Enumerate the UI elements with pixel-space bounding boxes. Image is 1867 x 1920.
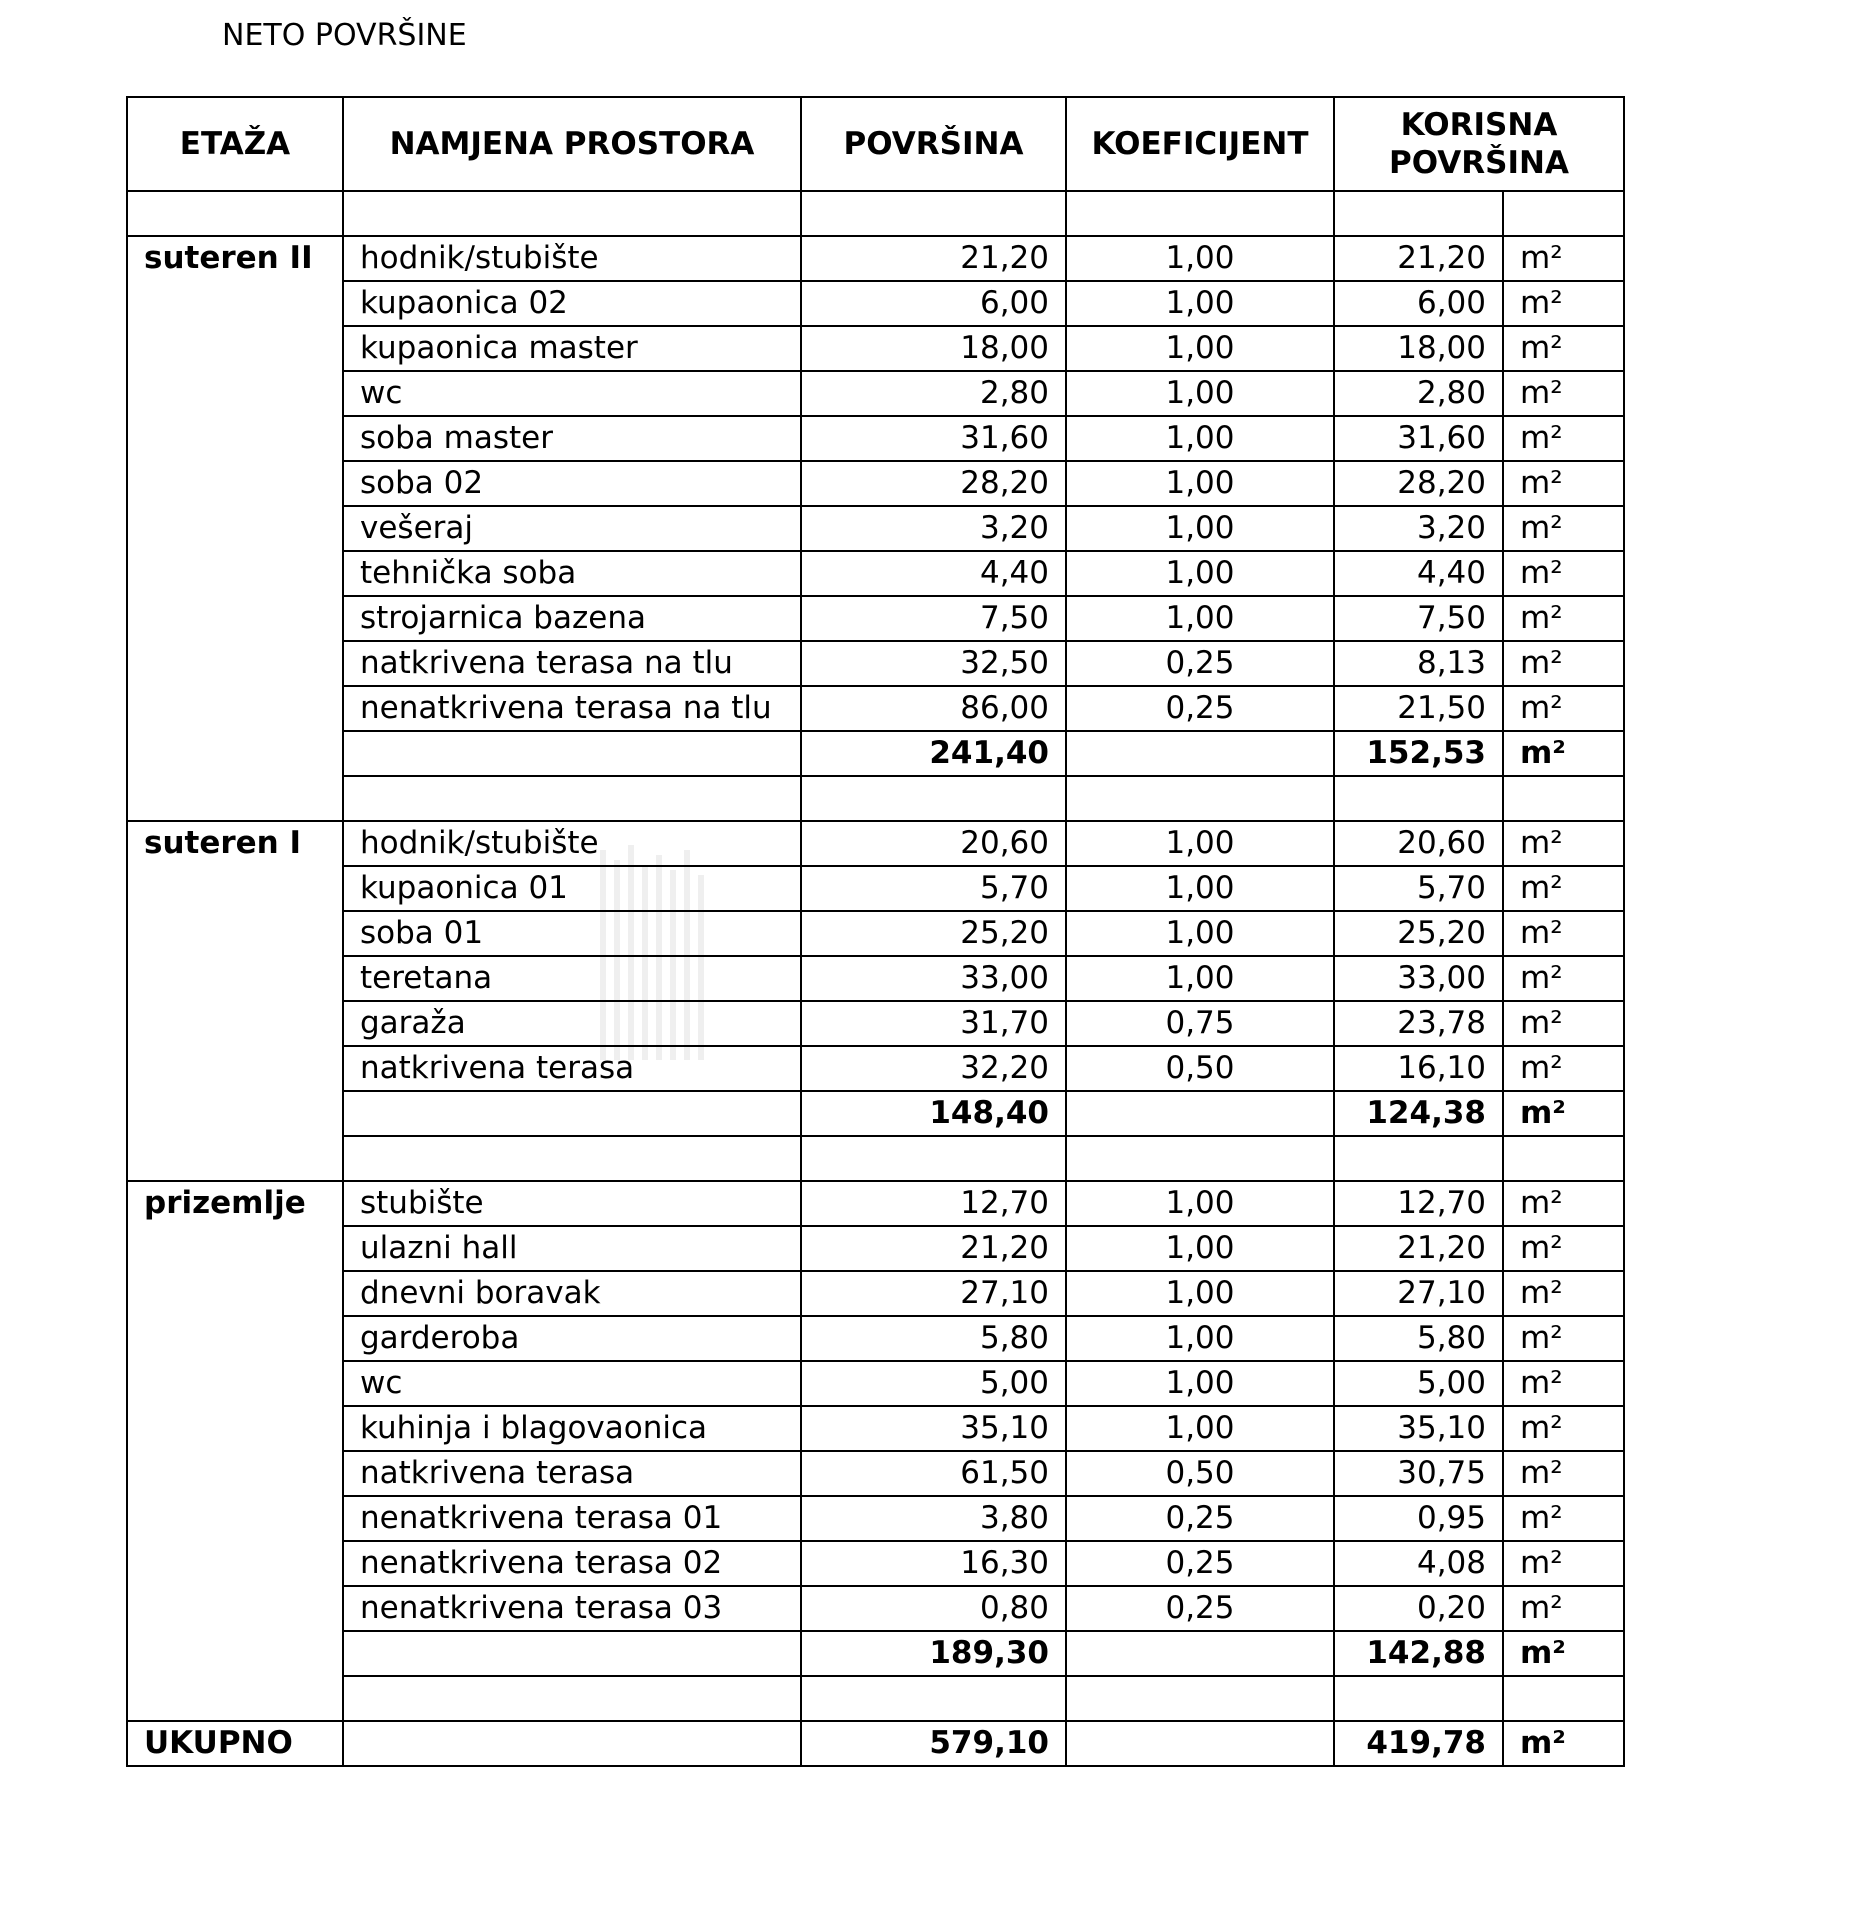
room-useful-area: 7,50 <box>1334 596 1503 641</box>
empty-cell <box>1066 1721 1334 1766</box>
room-area: 5,70 <box>801 866 1066 911</box>
empty-cell <box>1334 776 1503 821</box>
room-useful-area: 25,20 <box>1334 911 1503 956</box>
subtotal-area: 241,40 <box>801 731 1066 776</box>
table-row <box>127 236 1624 281</box>
empty-cell <box>801 1136 1066 1181</box>
room-name: tehnička soba <box>343 551 801 596</box>
room-name: natkrivena terasa <box>343 1451 801 1496</box>
room-coefficient: 1,00 <box>1066 821 1334 866</box>
unit-label: m² <box>1503 911 1624 956</box>
unit-label: m² <box>1503 371 1624 416</box>
room-useful-area: 27,10 <box>1334 1271 1503 1316</box>
unit-label: m² <box>1503 641 1624 686</box>
table-body <box>127 191 1624 1766</box>
room-coefficient: 1,00 <box>1066 911 1334 956</box>
room-name: hodnik/stubište <box>343 236 801 281</box>
empty-cell <box>1503 1676 1624 1721</box>
unit-label: m² <box>1503 1721 1624 1766</box>
unit-label: m² <box>1503 956 1624 1001</box>
empty-cell <box>801 191 1066 236</box>
room-useful-area: 0,20 <box>1334 1586 1503 1631</box>
room-useful-area: 5,80 <box>1334 1316 1503 1361</box>
room-useful-area: 8,13 <box>1334 641 1503 686</box>
table-row <box>127 461 1624 506</box>
room-name: teretana <box>343 956 801 1001</box>
room-area: 7,50 <box>801 596 1066 641</box>
floor-label: suteren I <box>127 821 343 1181</box>
unit-label: m² <box>1503 281 1624 326</box>
page-title: NETO POVRŠINE <box>222 18 467 53</box>
empty-cell <box>343 191 801 236</box>
empty-cell <box>1066 776 1334 821</box>
empty-cell <box>1066 1091 1334 1136</box>
room-useful-area: 33,00 <box>1334 956 1503 1001</box>
room-area: 32,50 <box>801 641 1066 686</box>
room-useful-area: 4,40 <box>1334 551 1503 596</box>
room-coefficient: 0,25 <box>1066 641 1334 686</box>
table-row <box>127 281 1624 326</box>
empty-cell <box>1066 731 1334 776</box>
floor-label: prizemlje <box>127 1181 343 1721</box>
room-name: ulazni hall <box>343 1226 801 1271</box>
empty-cell <box>343 1676 801 1721</box>
room-name: kupaonica 01 <box>343 866 801 911</box>
room-coefficient: 0,75 <box>1066 1001 1334 1046</box>
empty-cell <box>1503 1136 1624 1181</box>
room-coefficient: 0,50 <box>1066 1451 1334 1496</box>
unit-label: m² <box>1503 1181 1624 1226</box>
header-coefficient: KOEFICIJENT <box>1066 97 1334 191</box>
subtotal-row <box>127 731 1624 776</box>
room-useful-area: 30,75 <box>1334 1451 1503 1496</box>
room-coefficient: 0,25 <box>1066 1496 1334 1541</box>
room-coefficient: 1,00 <box>1066 416 1334 461</box>
room-area: 4,40 <box>801 551 1066 596</box>
header-useful-area: KORISNA POVRŠINA <box>1334 97 1624 191</box>
unit-label: m² <box>1503 596 1624 641</box>
spacer-row <box>127 191 1624 236</box>
room-area: 12,70 <box>801 1181 1066 1226</box>
empty-cell <box>1066 191 1334 236</box>
table-row <box>127 1451 1624 1496</box>
unit-label: m² <box>1503 236 1624 281</box>
room-name: nenatkrivena terasa 03 <box>343 1586 801 1631</box>
room-useful-area: 21,20 <box>1334 236 1503 281</box>
room-coefficient: 1,00 <box>1066 236 1334 281</box>
header-purpose: NAMJENA PROSTORA <box>343 97 801 191</box>
room-useful-area: 20,60 <box>1334 821 1503 866</box>
room-coefficient: 1,00 <box>1066 956 1334 1001</box>
room-name: nenatkrivena terasa 02 <box>343 1541 801 1586</box>
room-area: 6,00 <box>801 281 1066 326</box>
unit-label: m² <box>1503 1496 1624 1541</box>
empty-cell <box>127 191 343 236</box>
table-row <box>127 956 1624 1001</box>
room-name: soba 02 <box>343 461 801 506</box>
empty-cell <box>343 1721 801 1766</box>
room-area: 33,00 <box>801 956 1066 1001</box>
room-useful-area: 3,20 <box>1334 506 1503 551</box>
room-area: 18,00 <box>801 326 1066 371</box>
room-name: natkrivena terasa <box>343 1046 801 1091</box>
room-coefficient: 1,00 <box>1066 461 1334 506</box>
unit-label: m² <box>1503 1001 1624 1046</box>
table-row <box>127 1046 1624 1091</box>
empty-cell <box>801 1676 1066 1721</box>
grand-total-label: UKUPNO <box>127 1721 343 1766</box>
unit-label: m² <box>1503 1091 1624 1136</box>
unit-label: m² <box>1503 551 1624 596</box>
room-useful-area: 5,70 <box>1334 866 1503 911</box>
room-coefficient: 1,00 <box>1066 1226 1334 1271</box>
room-coefficient: 1,00 <box>1066 551 1334 596</box>
room-area: 21,20 <box>801 1226 1066 1271</box>
header-row <box>127 97 1624 191</box>
room-name: kupaonica 02 <box>343 281 801 326</box>
unit-label: m² <box>1503 821 1624 866</box>
floor-label: suteren II <box>127 236 343 821</box>
unit-label: m² <box>1503 416 1624 461</box>
empty-cell <box>1334 1136 1503 1181</box>
table-row <box>127 1271 1624 1316</box>
grand-total-area: 579,10 <box>801 1721 1066 1766</box>
room-useful-area: 21,50 <box>1334 686 1503 731</box>
room-coefficient: 0,50 <box>1066 1046 1334 1091</box>
room-useful-area: 31,60 <box>1334 416 1503 461</box>
room-useful-area: 5,00 <box>1334 1361 1503 1406</box>
room-coefficient: 1,00 <box>1066 1361 1334 1406</box>
unit-label: m² <box>1503 1046 1624 1091</box>
table-row <box>127 416 1624 461</box>
room-area: 21,20 <box>801 236 1066 281</box>
room-coefficient: 1,00 <box>1066 1316 1334 1361</box>
empty-cell <box>343 776 801 821</box>
table-row <box>127 866 1624 911</box>
room-area: 3,80 <box>801 1496 1066 1541</box>
room-area: 31,60 <box>801 416 1066 461</box>
table-row <box>127 596 1624 641</box>
room-coefficient: 1,00 <box>1066 1406 1334 1451</box>
room-coefficient: 0,25 <box>1066 686 1334 731</box>
unit-label: m² <box>1503 1316 1624 1361</box>
room-area: 3,20 <box>801 506 1066 551</box>
room-area: 86,00 <box>801 686 1066 731</box>
unit-label: m² <box>1503 1361 1624 1406</box>
unit-label: m² <box>1503 686 1624 731</box>
room-area: 27,10 <box>801 1271 1066 1316</box>
room-name: garderoba <box>343 1316 801 1361</box>
table-row <box>127 686 1624 731</box>
room-name: wc <box>343 371 801 416</box>
table-row <box>127 1181 1624 1226</box>
spacer-row <box>127 1676 1624 1721</box>
room-useful-area: 18,00 <box>1334 326 1503 371</box>
empty-cell <box>343 731 801 776</box>
room-name: dnevni boravak <box>343 1271 801 1316</box>
empty-cell <box>343 1091 801 1136</box>
unit-label: m² <box>1503 1226 1624 1271</box>
room-coefficient: 1,00 <box>1066 866 1334 911</box>
room-coefficient: 1,00 <box>1066 371 1334 416</box>
subtotal-useful-area: 142,88 <box>1334 1631 1503 1676</box>
table-row <box>127 1586 1624 1631</box>
room-name: vešeraj <box>343 506 801 551</box>
room-area: 16,30 <box>801 1541 1066 1586</box>
table-row <box>127 551 1624 596</box>
table-row <box>127 1361 1624 1406</box>
room-name: stubište <box>343 1181 801 1226</box>
table-row <box>127 1226 1624 1271</box>
room-name: garaža <box>343 1001 801 1046</box>
room-area: 5,80 <box>801 1316 1066 1361</box>
table-row <box>127 911 1624 956</box>
room-coefficient: 0,25 <box>1066 1541 1334 1586</box>
unit-label: m² <box>1503 461 1624 506</box>
room-area: 35,10 <box>801 1406 1066 1451</box>
room-coefficient: 1,00 <box>1066 596 1334 641</box>
room-name: soba master <box>343 416 801 461</box>
unit-label: m² <box>1503 506 1624 551</box>
unit-label: m² <box>1503 1271 1624 1316</box>
net-area-table <box>126 96 1625 1767</box>
header-area: POVRŠINA <box>801 97 1066 191</box>
empty-cell <box>343 1631 801 1676</box>
subtotal-row <box>127 1631 1624 1676</box>
room-coefficient: 1,00 <box>1066 1271 1334 1316</box>
room-name: hodnik/stubište <box>343 821 801 866</box>
room-area: 25,20 <box>801 911 1066 956</box>
subtotal-row <box>127 1091 1624 1136</box>
unit-label: m² <box>1503 1451 1624 1496</box>
table-row <box>127 326 1624 371</box>
table-row <box>127 641 1624 686</box>
room-useful-area: 35,10 <box>1334 1406 1503 1451</box>
room-useful-area: 16,10 <box>1334 1046 1503 1091</box>
unit-label: m² <box>1503 1541 1624 1586</box>
unit-label: m² <box>1503 866 1624 911</box>
room-useful-area: 21,20 <box>1334 1226 1503 1271</box>
room-name: natkrivena terasa na tlu <box>343 641 801 686</box>
unit-label: m² <box>1503 326 1624 371</box>
room-useful-area: 4,08 <box>1334 1541 1503 1586</box>
subtotal-useful-area: 152,53 <box>1334 731 1503 776</box>
room-area: 0,80 <box>801 1586 1066 1631</box>
table-row <box>127 1541 1624 1586</box>
room-area: 61,50 <box>801 1451 1066 1496</box>
grand-total-useful-area: 419,78 <box>1334 1721 1503 1766</box>
room-coefficient: 1,00 <box>1066 281 1334 326</box>
room-name: wc <box>343 1361 801 1406</box>
unit-label: m² <box>1503 1406 1624 1451</box>
unit-label: m² <box>1503 731 1624 776</box>
empty-cell <box>1334 191 1503 236</box>
empty-cell <box>1066 1676 1334 1721</box>
table-row <box>127 821 1624 866</box>
header-floor: ETAŽA <box>127 97 343 191</box>
room-area: 28,20 <box>801 461 1066 506</box>
subtotal-area: 189,30 <box>801 1631 1066 1676</box>
room-useful-area: 12,70 <box>1334 1181 1503 1226</box>
table-row <box>127 371 1624 416</box>
unit-label: m² <box>1503 1586 1624 1631</box>
grand-total-row <box>127 1721 1624 1766</box>
room-coefficient: 1,00 <box>1066 326 1334 371</box>
room-area: 2,80 <box>801 371 1066 416</box>
room-name: strojarnica bazena <box>343 596 801 641</box>
room-name: nenatkrivena terasa 01 <box>343 1496 801 1541</box>
empty-cell <box>1066 1631 1334 1676</box>
room-coefficient: 1,00 <box>1066 1181 1334 1226</box>
room-useful-area: 2,80 <box>1334 371 1503 416</box>
empty-cell <box>343 1136 801 1181</box>
table-row <box>127 1001 1624 1046</box>
room-coefficient: 1,00 <box>1066 506 1334 551</box>
table-row <box>127 1316 1624 1361</box>
spacer-row <box>127 1136 1624 1181</box>
room-name: kupaonica master <box>343 326 801 371</box>
room-useful-area: 6,00 <box>1334 281 1503 326</box>
empty-cell <box>801 776 1066 821</box>
spacer-row <box>127 776 1624 821</box>
empty-cell <box>1334 1676 1503 1721</box>
table-row <box>127 1406 1624 1451</box>
table-row <box>127 506 1624 551</box>
room-area: 32,20 <box>801 1046 1066 1091</box>
empty-cell <box>1503 191 1624 236</box>
room-name: soba 01 <box>343 911 801 956</box>
room-area: 20,60 <box>801 821 1066 866</box>
room-name: kuhinja i blagovaonica <box>343 1406 801 1451</box>
room-useful-area: 23,78 <box>1334 1001 1503 1046</box>
unit-label: m² <box>1503 1631 1624 1676</box>
subtotal-useful-area: 124,38 <box>1334 1091 1503 1136</box>
empty-cell <box>1503 776 1624 821</box>
room-name: nenatkrivena terasa na tlu <box>343 686 801 731</box>
room-coefficient: 0,25 <box>1066 1586 1334 1631</box>
room-useful-area: 0,95 <box>1334 1496 1503 1541</box>
empty-cell <box>1066 1136 1334 1181</box>
table-row <box>127 1496 1624 1541</box>
room-useful-area: 28,20 <box>1334 461 1503 506</box>
subtotal-area: 148,40 <box>801 1091 1066 1136</box>
room-area: 5,00 <box>801 1361 1066 1406</box>
room-area: 31,70 <box>801 1001 1066 1046</box>
